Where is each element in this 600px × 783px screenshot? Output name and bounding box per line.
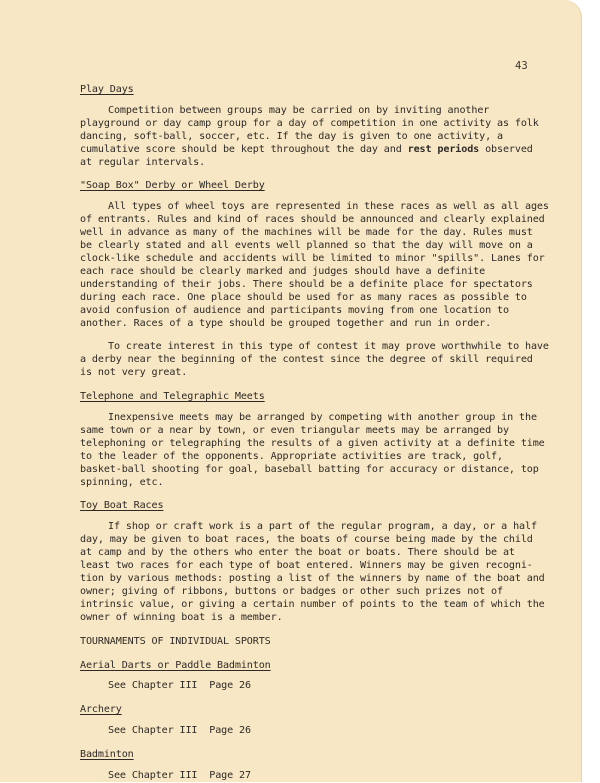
reference-badminton: See Chapter III Page 27 (108, 770, 251, 782)
heading-toy-boat-races: Toy Boat Races (80, 500, 164, 512)
heading-badminton: Badminton (80, 749, 134, 761)
heading-soap-box-derby: "Soap Box" Derby or Wheel Derby (80, 180, 265, 192)
paragraph-telephone-meets: Inexpensive meets may be arranged by competing with another group in the same town or a near by town, or even triangular meets may be arranged by telephoning or telegraphing the results of a given activity at a definite time to the leader of the opponents. Appropriate activities are track, golf, basket-ball shooting for goal, baseball batting for accuracy or distance, top spinning, etc. (80, 412, 545, 488)
reference-archery: See Chapter III Page 26 (108, 725, 251, 737)
play-days-text-start: Competition between groups may be carried on by inviting another playground or day camp group for a day of competition in one activity as folk dancing, soft-ball, soccer, etc. If the day is given to one activity, a cumulative score should be kept throughout the day and (80, 104, 539, 155)
heading-archery: Archery (80, 704, 122, 716)
reference-aerial-darts: See Chapter III Page 26 (108, 680, 251, 692)
play-days-text-bold: rest periods (407, 143, 480, 155)
play-days-text-end: observed at regular intervals. (80, 143, 533, 168)
page-number: 43 (515, 60, 528, 72)
heading-tournaments: TOURNAMENTS OF INDIVIDUAL SPORTS (80, 635, 271, 647)
heading-play-days: Play Days (80, 84, 134, 95)
paragraph-soap-box-2: To create interest in this type of contest it may prove worthwhile to have a derby near the beginning of the contest since the degree of skill required is not very great. (80, 341, 549, 379)
paragraph-toy-boat-races: If shop or craft work is a part of the regular program, a day, or a half day, may be given to boat races, the boats of course being made by the child at camp and by the others who enter the boat or boats. There should be at least two races for each type of boat entered. Winners may be given recogni-tion by various methods: posting a list of the winners by name of the boat and owner; giving of ribbons, buttons or badges or other such prizes not of intrinsic value, or giving a certain number of points to the team of which the owner of winning boat is a member. (80, 521, 545, 623)
paragraph-play-days (80, 105, 550, 170)
paragraph-soap-box-1: All types of wheel toys are represented in these races as well as all ages of entrants. Rules and kind of races should be announced and clearly explained well in advance as many of the machines will be made for the day. Rules must be clearly stated and all events well planned so that the day will move on a clock-like schedule and accidents will be limited to minor "spills". Lanes for each race should be clearly marked and judges should have a definite understanding of their jobs. There should be a definite place for spectators during each race. One place should be used for as many races as possible to avoid confusion of audience and participants moving from one location to another. Races of a type should be grouped together and run in order. (80, 201, 549, 329)
heading-aerial-darts: Aerial Darts or Paddle Badminton (80, 659, 271, 671)
heading-telephone-meets: Telephone and Telegraphic Meets (80, 391, 265, 403)
page-content (80, 84, 550, 783)
